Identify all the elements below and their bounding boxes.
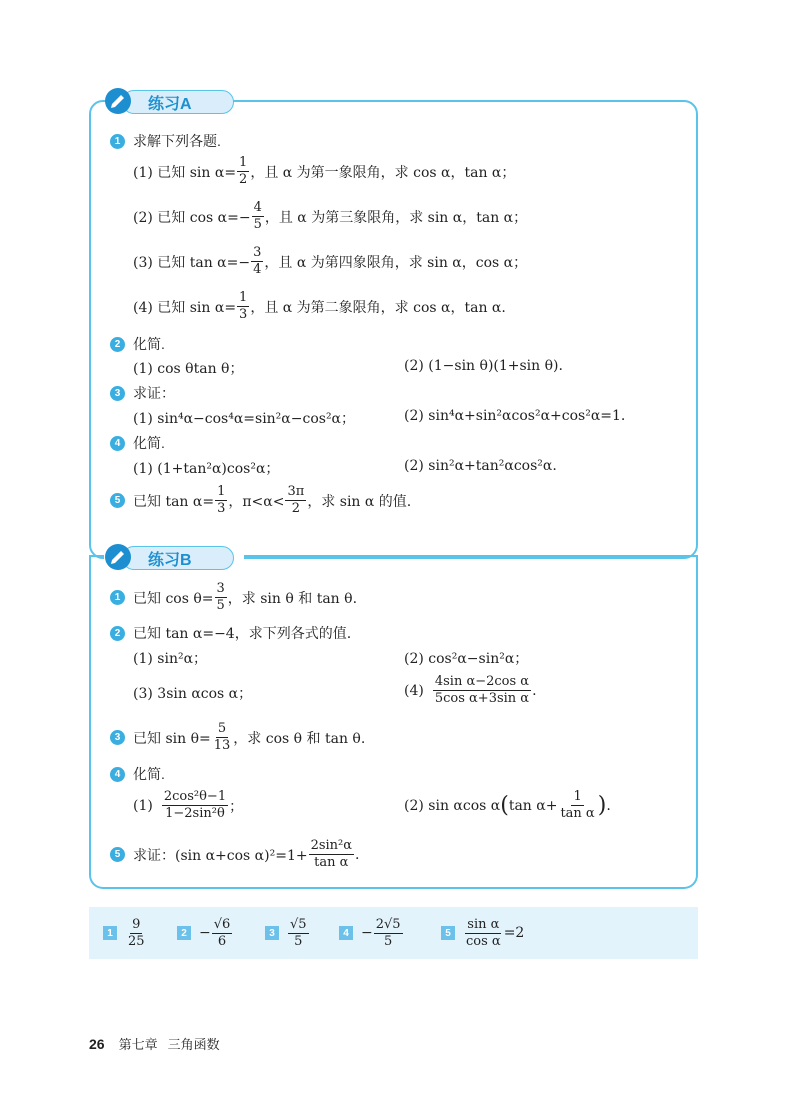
b-q2-item-4: (4) $\frac{\text{4sin α−2cos α}}{\text{5cos α+3sin α}}$ . <box>404 674 537 706</box>
a-q3-right: (2) sin⁴α+sin²αcos²α+cos²α=1. <box>404 408 626 424</box>
a-q2: 2 化简. <box>110 334 165 354</box>
a-q3-left: (1) sin⁴α−cos⁴α=sin²α−cos²α； <box>133 411 356 427</box>
b-q3: 3 已知 sin θ= $\frac{5}{13}$ ，求 cos θ 和 tan θ. <box>110 721 365 754</box>
b-q4-left: (1) $\frac{\text{2cos²θ−1}}{\text{1−2sin²θ}}$ ； <box>133 789 244 821</box>
practice-a-title: 练习A <box>148 96 192 113</box>
answer-2: 2 − $\frac{√6}{6}$ <box>177 907 233 959</box>
a-q1-item-4: (4) 已知 sin α= $\frac{1}{3}$ ，且 α 为第二象限角，求 cos α，tan α. <box>133 290 506 322</box>
pencil-badge-icon <box>104 543 132 571</box>
chapter-title: 三角函数 <box>167 1038 220 1053</box>
a-q4-right: (2) sin²α+tan²αcos²α. <box>404 458 557 474</box>
chapter-label: 第七章 <box>118 1038 158 1053</box>
a-q5: 5 已知 tan α= $\frac{1}{3}$ ，π<α< $\frac{3\pi}{2}$ ，求 sin α 的值. <box>110 484 411 517</box>
answer-5: 5 $\frac{\text{sin α}}{\text{cos α}}$ =2 <box>441 907 524 959</box>
a-q1-item-1: (1) 已知 sin α= $\frac{1}{2}$ ，且 α 为第一象限角，求 cos α，tan α； <box>133 155 516 187</box>
a-q1-item-2: (2) 已知 cos α=− $\frac{4}{5}$ ，且 α 为第三象限角，求 sin α，tan α； <box>133 200 528 232</box>
answer-1: 1 $\frac{9}{25}$ <box>103 907 148 959</box>
page-number: 26 <box>89 1035 105 1052</box>
a-q4: 4 化简. <box>110 433 165 453</box>
a-q2-left: (1) cos θtan θ； <box>133 361 244 377</box>
b-q2-item-3: (3) 3sin αcos α； <box>133 686 253 702</box>
practice-b-header <box>104 544 244 570</box>
page-footer <box>89 1034 220 1053</box>
b-q2-item-1: (1) sin²α； <box>133 651 208 667</box>
answer-4: 4 − $\frac{2√5}{5}$ <box>339 907 404 959</box>
answer-bar <box>89 907 698 959</box>
answer-3: 3 $\frac{√5}{5}$ <box>265 907 310 959</box>
practice-a-header <box>104 88 244 114</box>
b-q2: 2 已知 tan α=−4，求下列各式的值. <box>110 623 351 643</box>
b-q4: 4 化简. <box>110 764 165 784</box>
a-q2-right: (2) (1−sin θ)(1+sin θ). <box>404 358 563 374</box>
b-q1: 1 已知 cos θ= $\frac{3}{5}$ ，求 sin θ 和 tan θ. <box>110 581 357 614</box>
b-q2-item-2: (2) cos²α−sin²α； <box>404 651 529 667</box>
practice-b-title: 练习B <box>148 552 192 569</box>
a-q3: 3 求证： <box>110 383 175 403</box>
a-q4-left: (1) (1+tan²α)cos²α； <box>133 461 280 477</box>
a-q1-item-3: (3) 已知 tan α=− $\frac{3}{4}$ ，且 α 为第四象限角，求 sin α，cos α； <box>133 245 528 277</box>
b-q4-right: (2) sin αcos α ( tan α+ $\frac{1}{\text{tan α}}$ ) . <box>404 789 611 821</box>
pencil-badge-icon <box>104 87 132 115</box>
a-q1: 1 求解下列各题. <box>110 131 221 151</box>
b-q5: 5 求证：(sin α+cos α)²=1+ $\frac{\text{2sin²α}}{\text{tan α}}$ . <box>110 838 360 871</box>
